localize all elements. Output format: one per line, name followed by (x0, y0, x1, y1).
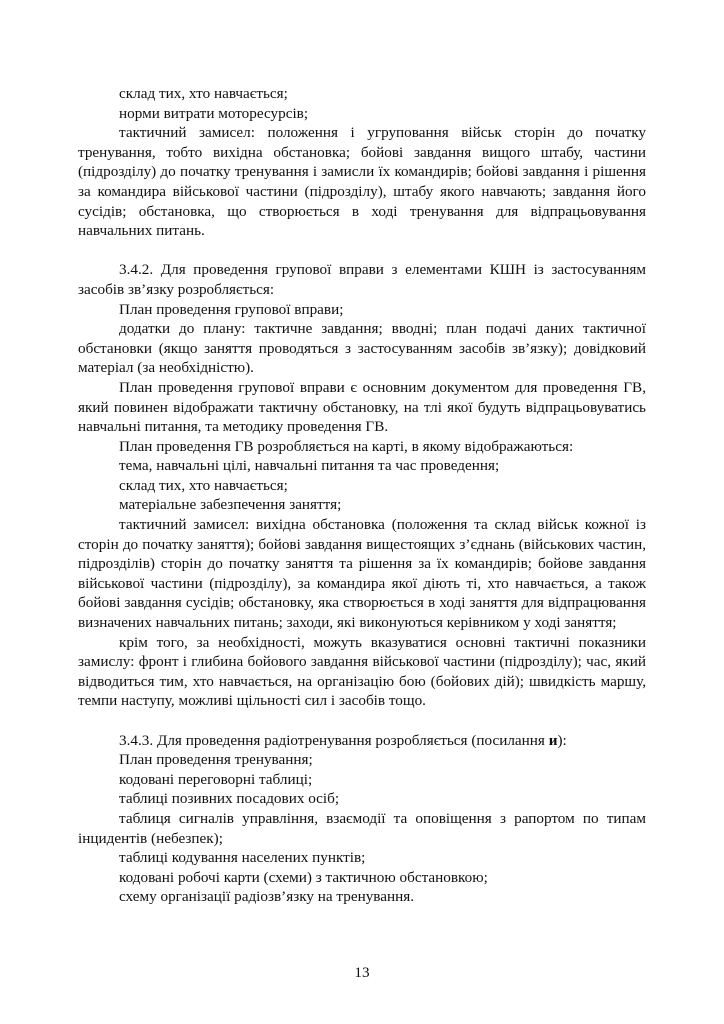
paragraph: тактичний замисел: положення і угруповання військ сторін до початку тренування, тобто вихідна обстановка; бойові завдання вищого штабу, частини (підрозділу) до початку тренування і замисли їх командирів; бойові завдання і рішення за командира військової частини (підрозділу), штабу якого навчають; завдання його сусідів; обстановка, що створюється в ході тренування для відпрацьовування навчальних питань. (78, 124, 646, 240)
list-item: таблиці кодування населених пунктів; (119, 849, 366, 867)
paragraph: План проведення ГВ розробляється на карті, в якому відображаються: (119, 437, 574, 455)
list-item: кодовані робочі карти (схеми) з тактичною обстановкою; (119, 868, 488, 886)
list-item: склад тих, хто навчається; (119, 85, 288, 102)
paragraph: крім того, за необхідності, можуть вказуватися основні тактичні показники замислу: фронт і глибина бойового завдання військової частини (підрозділу); час, який відводиться тим, хто навчається, на організацію бою (бойових дій); швидкість маршу, темпи наступу, можливі щільності сил і засобів тощо. (78, 633, 646, 710)
section-heading-3-4-2: 3.4.2. Для проведення групової вправи з елементами КШН із застосуванням засобів зв’язку розробляється: (78, 261, 646, 298)
list-item: тема, навчальні цілі, навчальні питання та час проведення; (119, 457, 500, 475)
list-item: схему організації радіозв’язку на тренування. (119, 888, 415, 906)
document-page (78, 84, 646, 907)
section-heading-3-4-3 (78, 731, 646, 751)
list-item: кодовані переговорні таблиці; (119, 770, 313, 788)
reference-letter: и (548, 731, 558, 749)
list-item: таблиці позивних посадових осіб; (119, 790, 340, 808)
paragraph: додатки до плану: тактичне завдання; вводні; план подачі даних тактичної обстановки (якщо заняття проводяться з застосуванням засобів зв’язку); довідковий матеріал (за необхідністю). (78, 320, 646, 377)
list-item: норми витрати моторесурсів; (119, 104, 309, 122)
list-item: таблиця сигналів управління, взаємодії та оповіщення з рапортом по типам інцидентів (небезпек); (78, 809, 646, 847)
paragraph: тактичний замисел: вихідна обстановка (положення та склад військ кожної із сторін до початку заняття); бойові завдання вищестоящих з’єднань (військових частин, підрозділів) сторін до початку заняття та рішення за їх командирів; бойове завдання військової частини (підрозділу), за командира якої діють ті, хто навчається, а також бойові завдання сусідів; обстановку, яка створюється в ході заняття для відпрацювання визначених навчальних питань; заходи, які виконуються керівником у ході заняття; (78, 516, 646, 632)
paragraph: План проведення групової вправи є основним документом для проведення ГВ, який повинен відображати тактичну обстановку, на тлі якої будуть відпрацьовуватись навчальні питання, та методику проведення ГВ. (78, 378, 646, 436)
heading-text: 3.4.3. Для проведення радіотренування розробляється (посилання (119, 731, 549, 749)
heading-text-end: ): (557, 731, 567, 749)
paragraph-gap (78, 711, 646, 731)
list-item: матеріальне забезпечення заняття; (119, 496, 342, 514)
list-item: План проведення групової вправи; (119, 300, 344, 318)
page-number: 13 (354, 964, 370, 981)
list-item: склад тих, хто навчається; (119, 476, 288, 494)
list-item: План проведення тренування; (119, 751, 313, 769)
paragraph-gap (78, 241, 646, 261)
